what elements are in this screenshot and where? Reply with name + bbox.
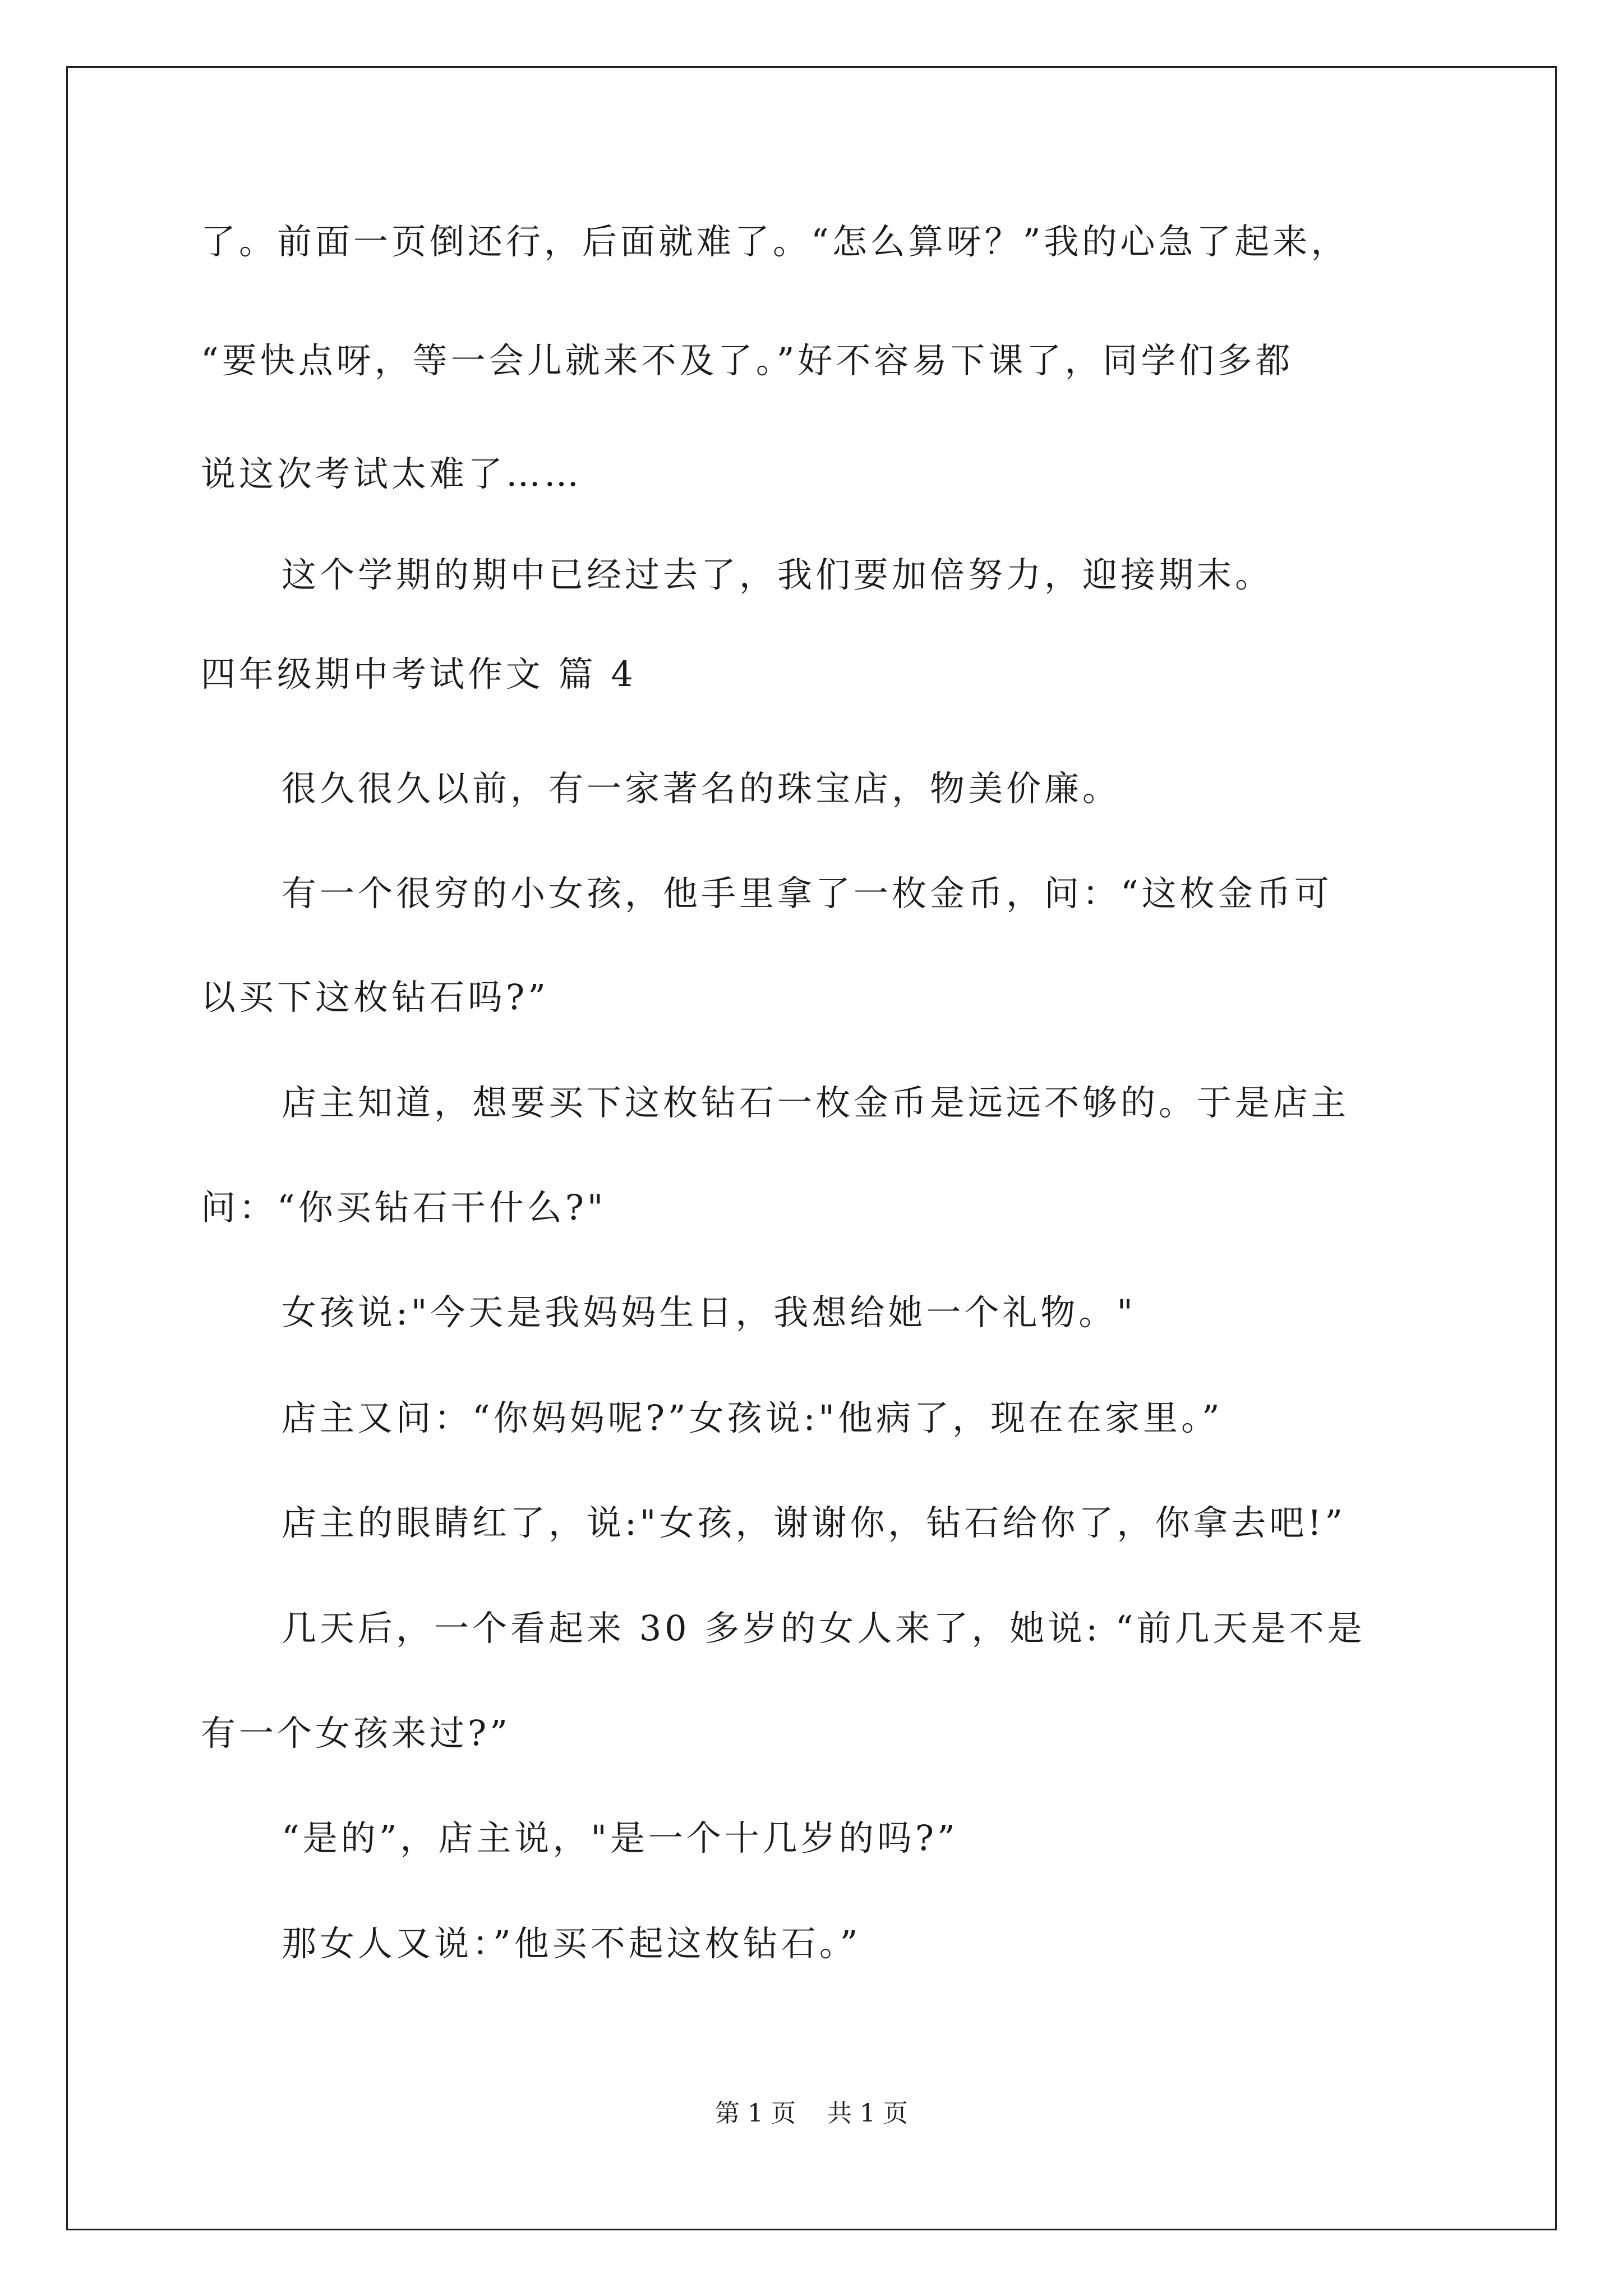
page-footer: 第 1 页 共 1 页 xyxy=(715,2099,908,2128)
text-line: “要快点呀，等一会儿就来不及了。”好不容易下课了，同学们多都 xyxy=(201,340,1294,381)
section-heading: 四年级期中考试作文 篇 4 xyxy=(201,654,637,694)
text-line: 女孩说:"今天是我妈妈生日，我想给她一个礼物。" xyxy=(282,1292,1136,1333)
text-line: 以买下这枚钻石吗?” xyxy=(201,977,549,1018)
text-line: 这个学期的期中已经过去了，我们要加倍努力，迎接期末。 xyxy=(282,554,1274,595)
text-line: “是的”，店主说，"是一个十几岁的吗?” xyxy=(282,1818,958,1858)
text-line: 那女人又说：”他买不起这枚钻石。” xyxy=(282,1923,861,1964)
text-line: 很久很久以前，有一家著名的珠宝店，物美价廉。 xyxy=(282,768,1121,809)
text-line: 几天后，一个看起来 30 多岁的女人来了，她说: “前几天是不是 xyxy=(282,1608,1366,1649)
text-line: 店主知道，想要买下这枚钻石一枚金币是远远不够的。于是店主 xyxy=(282,1082,1350,1123)
text-line: 有一个女孩来过?” xyxy=(201,1713,511,1754)
page-border xyxy=(66,66,1557,2230)
text-line: 了。前面一页倒还行，后面就难了。“怎么算呀？”我的心急了起来， xyxy=(201,221,1349,262)
text-line: 有一个很穷的小女孩，他手里拿了一枚金币，问：“这枚金币可 xyxy=(282,873,1332,914)
text-line: 店主又问：“你妈妈呢?”女孩说:"他病了，现在在家里。” xyxy=(282,1397,1223,1438)
text-line: 问：“你买钻石干什么?" xyxy=(201,1187,607,1228)
text-line: 店主的眼睛红了，说:"女孩，谢谢你，钻石给你了，你拿去吧!” xyxy=(282,1502,1347,1543)
text-line: 说这次考试太难了…… xyxy=(201,453,583,494)
